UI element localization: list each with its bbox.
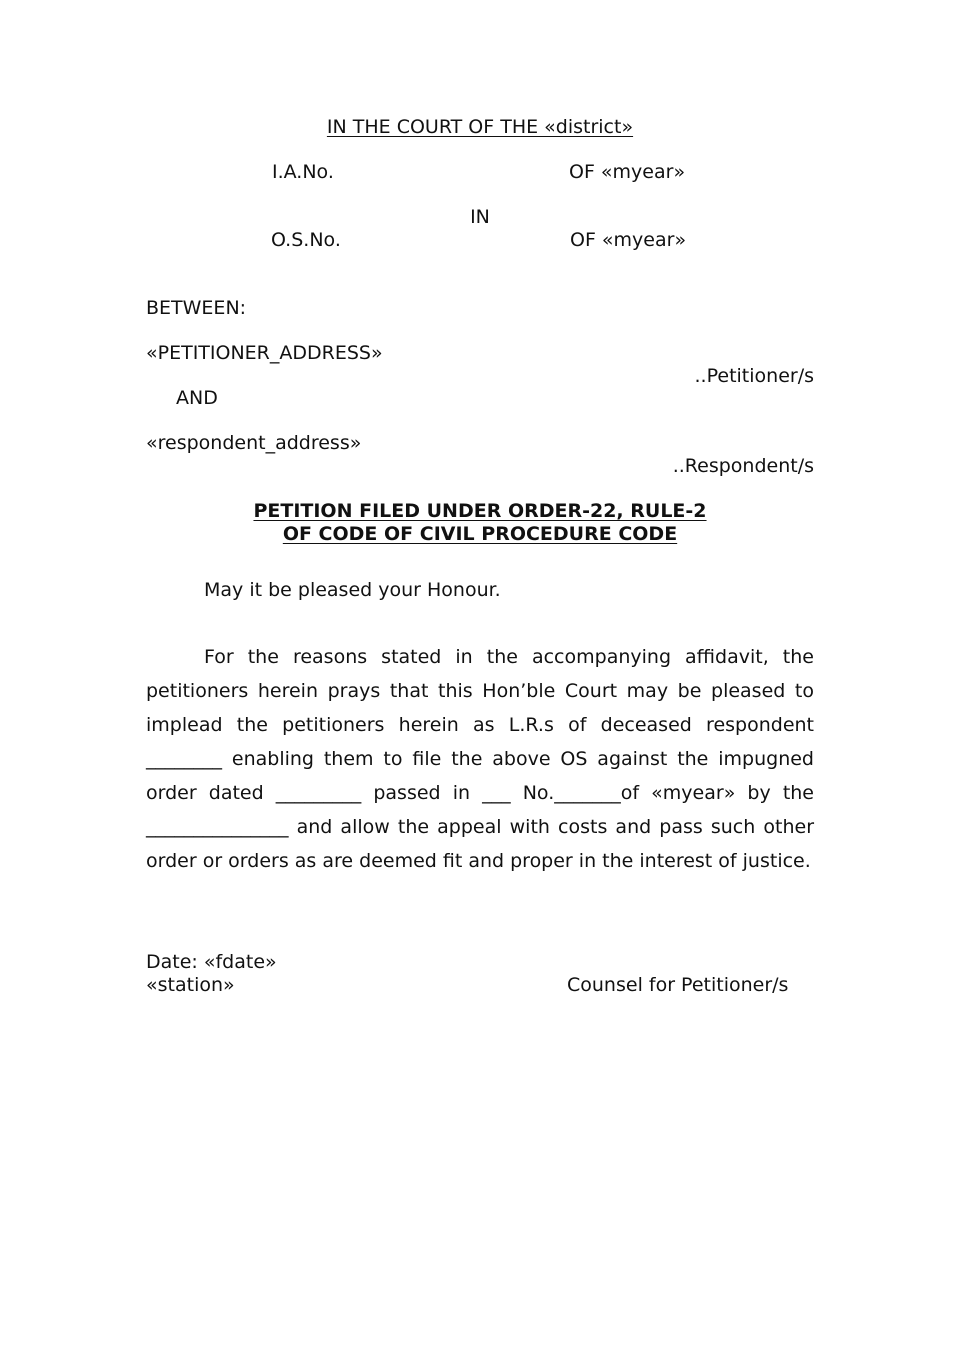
between-label: BETWEEN: <box>146 297 247 319</box>
salutation: May it be pleased your Honour. <box>204 579 501 601</box>
petitioner-role: ..Petitioner/s <box>694 365 814 387</box>
petitioner-address: «PETITIONER_ADDRESS» <box>146 342 383 364</box>
station-line: «station» <box>146 974 235 996</box>
os-number-label: O.S.No. <box>271 229 341 251</box>
ia-year: OF «myear» <box>569 161 686 183</box>
petition-title-line2: OF CODE OF CIVIL PROCEDURE CODE <box>282 523 678 545</box>
respondent-role: ..Respondent/s <box>672 455 814 477</box>
counsel-signature-line: Counsel for Petitioner/s <box>567 974 789 996</box>
petition-title-line1: PETITION FILED UNDER ORDER-22, RULE-2 <box>253 500 707 522</box>
petition-body-paragraph: For the reasons stated in the accompanying affidavit, the petitioners herein prays that this Hon’ble Court may be pleased to implead the petitioners herein as L.R.s of deceased respondent ________ enabling them to file the above OS against the impugned order dated _________ passed in ___ No._______of «myear» by the _______________ and allow the appeal with costs and pass such other order or orders as are deemed fit and proper in the interest of justice. <box>146 646 814 872</box>
ia-number-label: I.A.No. <box>272 161 334 183</box>
date-line: Date: «fdate» <box>146 951 277 973</box>
in-label: IN <box>470 206 490 228</box>
and-label: AND <box>176 387 218 409</box>
os-year: OF «myear» <box>570 229 687 251</box>
respondent-address: «respondent_address» <box>146 432 362 454</box>
court-heading: IN THE COURT OF THE «district» <box>326 116 634 138</box>
